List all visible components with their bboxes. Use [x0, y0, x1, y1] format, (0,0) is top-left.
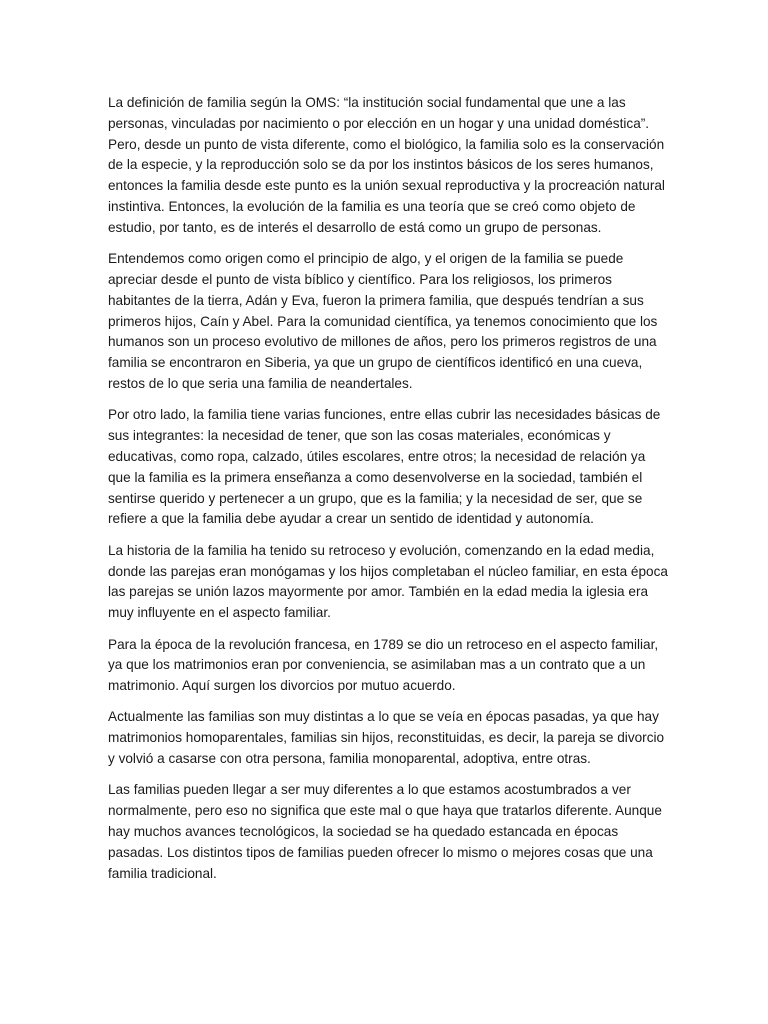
paragraph-french-revolution: Para la época de la revolución francesa, en 1789 se dio un retroceso en el aspecto familiar, ya que los matrimonios eran por conveniencia, se asimilaban mas a un contrato que a un matrimonio. Aquí surgen los divorcios por mutuo acuerdo. — [108, 636, 659, 694]
paragraph-functions: Por otro lado, la familia tiene varias funciones, entre ellas cubrir las necesidades básicas de sus integrantes: la necesidad de tener, que son las cosas materiales, económicas y educativas, como ropa, calzado, útiles escolares, entre otros; la necesidad de relación ya que la familia es la primera enseñanza a como desenvolverse en la sociedad, también el sentirse querido y pertenecer a un grupo, que es la familia; y la necesidad de ser, que se refiere a que la familia debe ayudar a crear un sentido de identidad y autonomía. — [108, 407, 661, 527]
paragraph-origin: Entendemos como origen como el principio de algo, y el origen de la familia se puede apreciar desde el punto de vista bíblico y científico. Para los religiosos, los primeros habitantes de la tierra, Adán y Eva, fueron la primera familia, que después tendrían a sus primeros hijos, Caín y Abel. Para la comunidad científica, ya tenemos conocimiento que los humanos son un proceso evolutivo de millones de años, pero los primeros registros de una familia se encontraron en Siberia, ya que un grupo de científicos identificó en una cueva, restos de lo que seria una familia de neandertales. — [108, 251, 658, 391]
document-body — [108, 93, 668, 895]
paragraph-oms-definition: La definición de familia según la OMS: “la institución social fundamental que une a las personas, vinculadas por nacimiento o por elección en un hogar y una unidad doméstica”. Pero, desde un punto de vista diferente, como el biológico, la familia solo es la conservación de la especie, y la reproducción solo se da por los instintos básicos de los seres humanos, entonces la familia desde este punto es la unión sexual reproductiva y la procreación natural instintiva. Entonces, la evolución de la familia es una teoría que se creó como objeto de estudio, por tanto, es de interés el desarrollo de está como un grupo de personas. — [108, 95, 665, 235]
paragraph-modern-families: Actualmente las familias son muy distintas a lo que se veía en épocas pasadas, ya que hay matrimonios homoparentales, familias sin hijos, reconstituidas, es decir, la pareja se divorcio y volvió a casarse con otra persona, familia monoparental, adoptiva, entre otras. — [108, 709, 665, 767]
paragraph-history: La historia de la familia ha tenido su retroceso y evolución, comenzando en la edad media, donde las parejas eran monógamas y los hijos completaban el núcleo familiar, en esta época las parejas se unión lazos mayormente por amor. También en la edad media la iglesia era muy influyente en el aspecto familiar. — [108, 542, 668, 621]
paragraph-conclusion: Las familias pueden llegar a ser muy diferentes a lo que estamos acostumbrados a ver normalmente, pero eso no significa que este mal o que haya que tratarlos diferente. Aunque hay muchos avances tecnológicos, la sociedad se ha quedado estancada en épocas pasadas. Los distintos tipos de familias pueden ofrecer lo mismo o mejores cosas que una familia tradicional. — [108, 782, 662, 881]
